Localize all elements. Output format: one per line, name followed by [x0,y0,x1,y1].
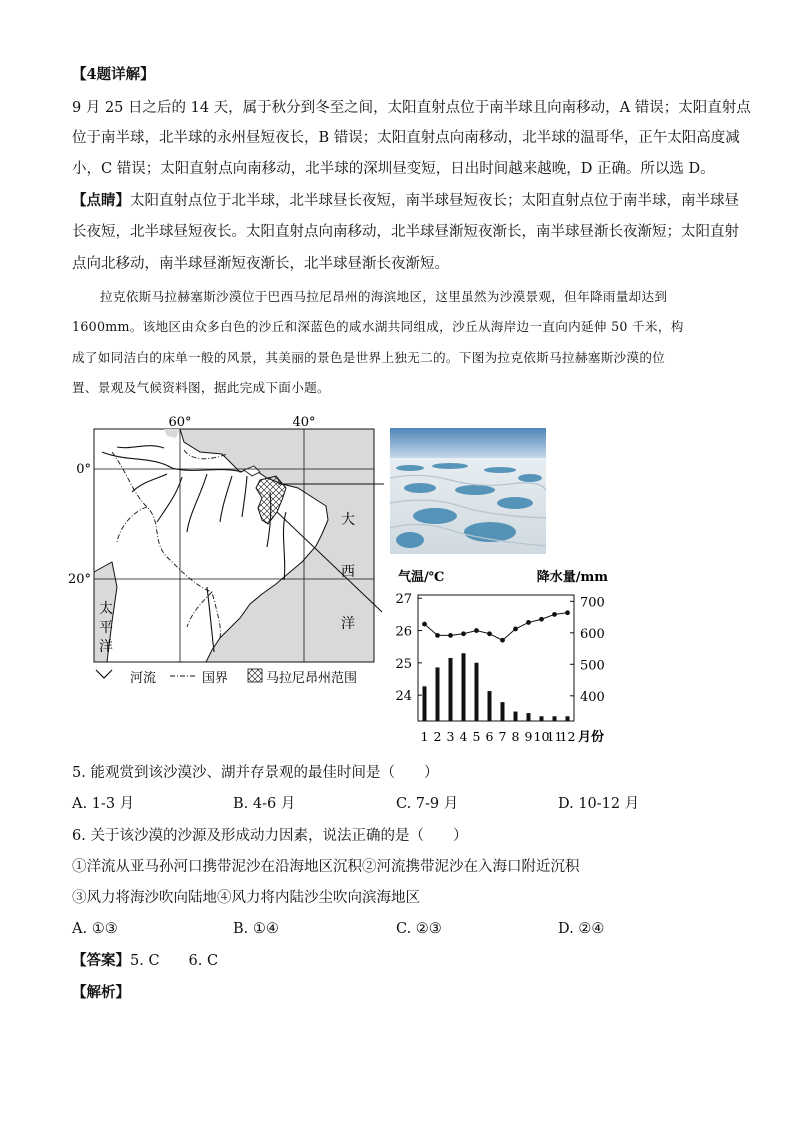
hatch-legend-icon [248,669,262,682]
precip-bar [475,663,479,721]
month-label: 1 [420,729,429,744]
temp-point [448,633,453,638]
month-label: 3 [446,729,455,744]
precip-axis-label: 降水量/mm [536,570,608,585]
answer-line [72,950,218,972]
climate-chart [390,563,618,749]
q6-option-c[interactable]: C. ②③ [396,921,442,937]
precip-bar [449,658,453,721]
temp-point [474,628,479,633]
ocean-pacific-3: 洋 [99,639,113,655]
temp-point [526,620,531,625]
temp-point [513,627,518,632]
lat-label-20: 20° [67,572,91,587]
precip-bar [514,712,518,721]
tip-line-1 [72,190,739,212]
lon-label-60: 60° [168,415,192,430]
precip-ticks [570,595,605,705]
q6-statements-2: ③风力将海沙吹向陆地④风力将内陆沙尘吹向滨海地区 [72,890,420,906]
precip-bar [436,667,440,721]
precip-bar [501,702,505,721]
temp-tick-label: 26 [395,624,412,640]
map-legend [96,669,357,686]
analysis-label: 【解析】 [72,984,130,1001]
month-labels [421,729,576,744]
month-label: 6 [485,729,494,744]
ocean-pacific-1: 太 [99,601,113,617]
tip-text-1: 太阳直射点位于北半球，北半球昼长夜短，南半球昼短夜长；太阳直射点位于南半球，南半球昼 [130,193,739,209]
precip-bar [553,716,557,721]
q5-option-a[interactable]: A. 1-3 月 [72,796,135,812]
precip-bar [462,653,466,721]
q5-option-b[interactable]: B. 4-6 月 [233,796,296,812]
question-6-stem: 6. 关于该沙漠的沙源及形成动力因素，说法正确的是（ ） [72,828,468,844]
section4-line-1: 9 月 25 日之后的 14 天，属于秋分到冬至之间，太阳直射点位于南半球且向南移动，A 错误；太阳直射点 [72,100,751,116]
tip-line-2: 长夜短，北半球昼短夜长。太阳直射点向南移动，北半球昼渐短夜渐长，南半球昼渐长夜渐短；太阳直射 [72,224,739,240]
precip-bar [423,686,427,721]
answer-label: 【答案】 [72,952,130,969]
precip-tick-label: 400 [580,689,605,705]
temp-point [565,610,570,615]
precip-bar [540,716,544,721]
q5-option-c[interactable]: C. 7-9 月 [396,796,459,812]
temp-axis-label: 气温/℃ [398,570,445,585]
x-axis-label: 月份 [578,730,605,745]
temp-line [425,613,568,640]
intro-line-2: 1600mm。该地区由众多白色的沙丘和深蓝色的咸水湖共同组成，沙丘从海岸边一直向内延伸 50 千米，构 [72,319,684,334]
location-map [67,412,382,692]
legend-river: 河流 [130,671,157,686]
temp-tick-label: 25 [395,656,412,672]
q6-option-d[interactable]: D. ②④ [558,921,605,937]
precip-tick-label: 700 [580,595,605,611]
temp-point [487,631,492,636]
precip-bar [488,691,492,721]
lon-label-40: 40° [292,415,316,430]
precip-tick-label: 500 [580,658,605,674]
temp-point [422,622,427,627]
legend-region: 马拉尼昂州范围 [266,671,358,686]
temp-points [422,610,570,642]
month-label: 5 [472,729,481,744]
temp-point [552,612,557,617]
tip-line-3: 点向北移动，南半球昼渐短夜渐长，北半球昼渐长夜渐短。 [72,256,449,272]
q6-statements-1: ①洋流从亚马孙河口携带泥沙在沿海地区沉积②河流携带泥沙在入海口附近沉积 [72,859,580,875]
temp-point [435,633,440,638]
lat-label-0: 0° [76,462,91,477]
month-label: 2 [433,729,442,744]
ocean-atlantic-2: 西 [341,564,355,580]
month-label: 8 [511,729,520,744]
ocean-atlantic-1: 大 [341,512,355,528]
dunes-photo [390,428,546,554]
question-5-stem: 5. 能观赏到该沙漠沙、湖并存景观的最佳时间是（ ） [72,765,439,781]
ocean-atlantic-3: 洋 [341,616,355,632]
q5-option-d[interactable]: D. 10-12 月 [558,796,640,812]
temp-tick-label: 27 [395,592,412,608]
month-label: 12 [559,729,576,744]
intro-line-1: 拉克依斯马拉赫塞斯沙漠位于巴西马拉尼昂州的海滨地区，这里虽然为沙漠景观，但年降雨量却达到 [100,289,668,304]
precip-bars [423,653,570,721]
month-label: 10 [533,729,550,744]
legend-border: 国界 [202,671,229,686]
plot-frame [418,595,574,721]
precip-bar [527,713,531,721]
tip-label: 【点睛】 [72,192,130,209]
river-legend-icon [96,670,112,678]
temp-point [539,617,544,622]
q6-option-b[interactable]: B. ①④ [233,921,279,937]
section4-line-2: 位于南半球，北半球的永州昼短夜长，B 错误；太阳直射点向南移动，北半球的温哥华，正午太阳高度减 [72,130,740,146]
month-label: 11 [546,729,563,744]
precip-bar [566,716,570,721]
intro-line-4: 置、景观及气候资料图，据此完成下面小题。 [72,380,330,395]
section4-heading: 【4题详解】 [72,66,155,83]
section4-line-3: 小，C 错误；太阳直射点向南移动，北半球的深圳昼变短，日出时间越来越晚，D 正确。所以选 D。 [72,161,715,177]
q6-option-a[interactable]: A. ①③ [72,921,118,937]
month-label: 9 [524,729,533,744]
intro-line-3: 成了如同洁白的床单一般的风景，其美丽的景色是世界上独无二的。下图为拉克依斯马拉赫塞斯沙漠的位 [72,350,666,365]
temp-point [461,631,466,636]
precip-tick-label: 600 [580,626,605,642]
month-label: 7 [498,729,507,744]
month-label: 4 [459,729,468,744]
temp-point [500,638,505,643]
ocean-pacific-2: 平 [99,620,113,636]
answer-text: 5. C 6. C [130,953,219,969]
temp-tick-label: 24 [395,689,412,705]
